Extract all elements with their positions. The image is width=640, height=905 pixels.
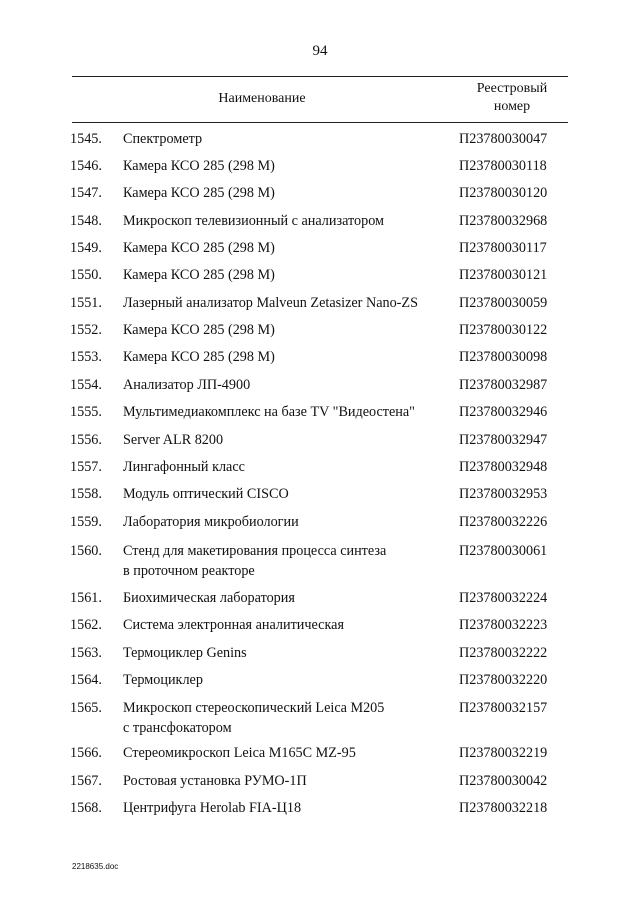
row-number: 1566. (70, 745, 102, 761)
row-registry-number: П23780030047 (459, 131, 548, 147)
row-name (123, 375, 443, 395)
row-number: 1546. (70, 158, 102, 174)
row-name-line: Ростовая установка РУМО-1П (123, 773, 307, 789)
row-name-line: Микроскоп телевизионный с анализатором (123, 213, 385, 229)
row-name (123, 798, 443, 818)
row-name-line-2: в проточном реакторе (123, 563, 255, 579)
row-registry-number: П23780032219 (459, 745, 548, 761)
row-number: 1551. (70, 295, 102, 311)
row-number: 1557. (70, 459, 102, 475)
row-name-line: Server ALR 8200 (123, 432, 224, 448)
row-name-line: Термоциклер Genins (123, 645, 247, 661)
row-registry-number: П23780032224 (459, 590, 548, 606)
row-name-line: Центрифуга Herolab FIA-Ц18 (123, 800, 302, 816)
row-registry-number: П23780032226 (459, 514, 548, 530)
row-number: 1548. (70, 213, 102, 229)
row-name-line: Камера КСО 285 (298 М) (123, 322, 275, 338)
row-name-line: Камера КСО 285 (298 М) (123, 349, 275, 365)
table-top-rule (72, 76, 568, 77)
row-name (123, 457, 443, 477)
header-name-column: Наименование (218, 91, 306, 106)
row-name (123, 183, 443, 203)
row-number: 1545. (70, 131, 102, 147)
row-registry-number: П23780030059 (459, 295, 548, 311)
row-name (123, 430, 443, 450)
row-name-line: Камера КСО 285 (298 М) (123, 240, 275, 256)
row-name (123, 265, 443, 285)
row-registry-number: П23780032218 (459, 800, 548, 816)
row-name (123, 347, 443, 367)
row-number: 1561. (70, 590, 102, 606)
row-name-line-2: с трансфокатором (123, 720, 232, 736)
row-registry-number: П23780032222 (459, 645, 548, 661)
row-registry-number: П23780030122 (459, 322, 548, 338)
row-number: 1558. (70, 486, 102, 502)
row-number: 1559. (70, 514, 102, 530)
row-registry-number: П23780032220 (459, 672, 548, 688)
row-registry-number: П23780032987 (459, 377, 548, 393)
row-registry-number: П23780030121 (459, 267, 548, 283)
row-registry-number: П23780032968 (459, 213, 548, 229)
row-name-line: Камера КСО 285 (298 М) (123, 267, 275, 283)
row-name (123, 484, 443, 504)
row-name (123, 771, 443, 791)
row-number: 1556. (70, 432, 102, 448)
row-name (123, 743, 443, 763)
row-name (123, 402, 443, 422)
row-name-line: Термоциклер (123, 672, 203, 688)
row-name-line: Система электронная аналитическая (123, 617, 344, 633)
header-registry-column (455, 80, 569, 116)
row-name (123, 156, 443, 176)
row-registry-number: П23780032953 (459, 486, 548, 502)
row-number: 1560. (70, 543, 102, 559)
header-registry-line2: номер (493, 99, 531, 114)
row-name (123, 211, 443, 231)
row-number: 1567. (70, 773, 102, 789)
row-name-line: Анализатор ЛП-4900 (123, 377, 251, 393)
row-name-line: Лазерный анализатор Malveun Zetasizer Nano-ZS (123, 295, 418, 311)
row-name (123, 643, 443, 663)
row-name-line: Стенд для макетирования процесса синтеза (123, 543, 387, 559)
row-name (123, 129, 443, 149)
row-name-line: Лингафонный класс (123, 459, 245, 475)
row-number: 1552. (70, 322, 102, 338)
row-name (123, 588, 443, 608)
row-name (123, 293, 443, 313)
row-registry-number: П23780030042 (459, 773, 548, 789)
row-registry-number: П23780032948 (459, 459, 548, 475)
row-registry-number: П23780030061 (459, 543, 548, 559)
row-number: 1564. (70, 672, 102, 688)
row-registry-number: П23780030120 (459, 185, 548, 201)
row-name (123, 615, 443, 635)
row-name-line: Камера КСО 285 (298 М) (123, 158, 275, 174)
row-number: 1563. (70, 645, 102, 661)
row-name (123, 670, 443, 690)
row-name (123, 238, 443, 258)
row-name-line: Модуль оптический CISCO (123, 486, 289, 502)
row-number: 1554. (70, 377, 102, 393)
page-number: 94 (312, 43, 328, 59)
row-number: 1555. (70, 404, 102, 420)
row-number: 1547. (70, 185, 102, 201)
row-name-line: Камера КСО 285 (298 М) (123, 185, 275, 201)
row-name-line: Мультимедиакомплекс на базе TV "Видеостена" (123, 404, 415, 420)
row-name (123, 698, 443, 738)
row-number: 1565. (70, 700, 102, 716)
row-registry-number: П23780030118 (459, 158, 547, 174)
row-registry-number: П23780032947 (459, 432, 548, 448)
row-number: 1553. (70, 349, 102, 365)
row-name-line: Стереомикроскоп Leica M165C MZ-95 (123, 745, 356, 761)
footer-filename: 2218635.doc (72, 862, 119, 871)
row-name-line: Спектрометр (123, 131, 203, 147)
row-registry-number: П23780032946 (459, 404, 548, 420)
row-name (123, 320, 443, 340)
table-header-rule (72, 122, 568, 123)
row-name (123, 541, 443, 581)
row-name (123, 512, 443, 532)
row-number: 1550. (70, 267, 102, 283)
row-number: 1562. (70, 617, 102, 633)
row-registry-number: П23780030117 (459, 240, 547, 256)
row-number: 1568. (70, 800, 102, 816)
row-registry-number: П23780032223 (459, 617, 548, 633)
row-name-line: Лаборатория микробиологии (123, 514, 299, 530)
row-name-line: Микроскоп стереоскопический Leica M205 (123, 700, 385, 716)
header-registry-line1: Реестровый (476, 81, 548, 96)
row-number: 1549. (70, 240, 102, 256)
row-registry-number: П23780032157 (459, 700, 548, 716)
row-name-line: Биохимическая лаборатория (123, 590, 295, 606)
row-registry-number: П23780030098 (459, 349, 548, 365)
